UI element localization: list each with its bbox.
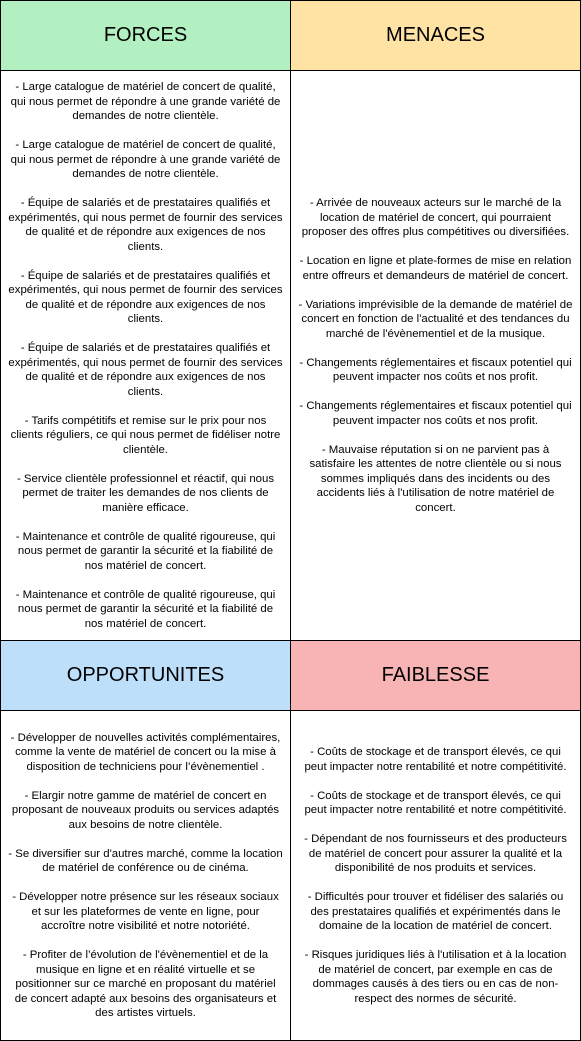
menaces-title: MENACES bbox=[386, 24, 485, 46]
opportunites-item: - Développer de nouvelles activités complémentaires, comme la vente de matériel de concert ou la mise à disposition de techniciens pour l’évènementiel . bbox=[10, 731, 281, 773]
opportunites-item: - Elargir notre gamme de matériel de concert en proposant de nouveaux produits ou services adaptés aux besoins de notre clientèle. bbox=[11, 789, 280, 831]
faiblesse-title: FAIBLESSE bbox=[381, 664, 490, 686]
forces-item: - Tarifs compétitifs et remise sur le prix pour nos clients réguliers, ce qui nous permet de fidéliser notre clientèle. bbox=[10, 414, 281, 456]
menaces-header bbox=[290, 0, 581, 71]
menaces-item: - Location en ligne et plate-formes de mise en relation entre offreurs et demandeurs de matériel de concert. bbox=[299, 255, 572, 282]
forces-item: - Service clientèle professionnel et réactif, qui nous permet de traiter les demandes de nos clients de manière efficace. bbox=[16, 472, 275, 514]
menaces-item: - Changements réglementaires et fiscaux potentiel qui peuvent impacter nos coûts et nos profit. bbox=[299, 356, 572, 383]
forces-item: - Maintenance et contrôle de qualité rigoureuse, qui nous permet de garantir la sécurité et la fiabilité de nos matériel de concert. bbox=[15, 530, 276, 572]
opportunites-item: - Profiter de l’évolution de l'évènementiel et de la musique en ligne et en réalité virtuelle et se positionner sur ce marché en proposant du matériel de concert adapté aux besoins des organisateurs et des artistes virtuels. bbox=[14, 949, 277, 1019]
forces-body bbox=[0, 70, 291, 641]
forces-item: - Équipe de salariés et de prestataires qualifiés et expérimentés, qui nous permet de fournir des services de qualité et de répondre aux exigences de nos clients. bbox=[8, 269, 283, 325]
faiblesse-header bbox=[290, 640, 581, 711]
menaces-item: - Changements réglementaires et fiscaux potentiel qui peuvent impacter nos coûts et nos profit. bbox=[299, 400, 572, 427]
faiblesse-item: - Coûts de stockage et de transport élevés, ce qui peut impacter notre rentabilité et notre compétitivité. bbox=[304, 789, 567, 816]
menaces-item: - Mauvaise réputation si on ne parvient pas à satisfaire les attentes de notre clientèle ou si nous sommes impliqués dans des incidents ou des accidents liés à l'utilisation de notre matériel de concert. bbox=[309, 443, 562, 514]
forces-item: - Large catalogue de matériel de concert de qualité, qui nous permet de répondre à une grande variété de demandes de notre clientèle. bbox=[10, 139, 281, 180]
menaces-item: - Arrivée de nouveaux acteurs sur le marché de la location de matériel de concert, qui pourraient proposer des offres plus compétitives ou diversifiées. bbox=[301, 197, 570, 238]
forces-title: FORCES bbox=[103, 24, 188, 46]
menaces-item: - Variations imprévisible de la demande de matériel de concert en fonction de l'actualité et des tendances du marché de l'évènementiel et de la musique. bbox=[298, 298, 573, 340]
opportunites-title: OPPORTUNITES bbox=[66, 664, 225, 686]
forces-item: - Équipe de salariés et de prestataires qualifiés et expérimentés, qui nous permet de fournir des services de qualité et de répondre aux exigences de nos clients. bbox=[8, 197, 283, 253]
forces-item: - Équipe de salariés et de prestataires qualifiés et expérimentés, qui nous permet de fournir des services de qualité et de répondre aux exigences de nos clients. bbox=[8, 342, 283, 398]
opportunites-item: - Se diversifier sur d'autres marché, comme la location de matériel de conférence ou de cinéma. bbox=[8, 847, 283, 874]
opportunites-item: - Développer notre présence sur les réseaux sociaux et sur les plateformes de vente en ligne, pour accroître notre visibilité et notre notoriété. bbox=[12, 891, 279, 932]
faiblesse-item: - Difficultés pour trouver et fidéliser des salariés ou des prestataires qualifiés et expérimentés dans le domaine de la location de matériel de concert. bbox=[307, 891, 564, 932]
opportunites-header bbox=[0, 640, 291, 711]
faiblesse-item: - Coûts de stockage et de transport élevés, ce qui peut impacter notre rentabilité et notre compétitivité. bbox=[304, 746, 567, 773]
forces-header bbox=[0, 0, 291, 71]
opportunites-body bbox=[0, 710, 291, 1041]
forces-item: - Large catalogue de matériel de concert de qualité, qui nous permet de répondre à une grande variété de demandes de notre clientèle. bbox=[10, 81, 281, 122]
faiblesse-item: - Dépendant de nos fournisseurs et des producteurs de matériel de concert pour assurer la qualité et la disponibilité de nos produits et services. bbox=[304, 833, 567, 874]
faiblesse-body bbox=[290, 710, 581, 1041]
forces-item: - Maintenance et contrôle de qualité rigoureuse, qui nous permet de garantir la sécurité et la fiabilité de nos matériel de concert. bbox=[15, 588, 276, 630]
menaces-body bbox=[290, 70, 581, 641]
faiblesse-item: - Risques juridiques liés à l'utilisation et à la location de matériel de concert, par exemple en cas de dommages causés à des tiers ou en cas de non-respect des normes de sécurité. bbox=[304, 949, 567, 1005]
